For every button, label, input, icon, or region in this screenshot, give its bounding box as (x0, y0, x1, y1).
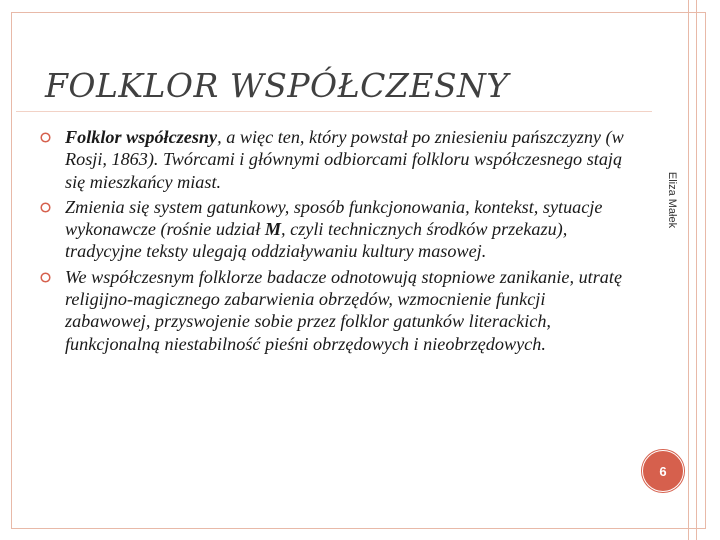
title-divider (16, 111, 652, 112)
page-number: 6 (659, 463, 667, 479)
bullet-2-text-pre: Zmienia się system gatunkowy, sposób funkcjonowania, kontekst, sytuacje wykonawcze (rośnie udział (65, 196, 603, 240)
slide-title: FOLKLOR WSPÓŁCZESNY (45, 66, 509, 105)
bullet-2-text-post: , czyli technicznych środków przekazu), tradycyjne teksty ulegają oddziaływaniu kultury masowej. (65, 219, 568, 262)
decorative-line-left (688, 0, 689, 540)
author-label (664, 145, 680, 255)
bullet-icon (40, 132, 51, 143)
author-text: Eliza Małek (666, 171, 678, 229)
bullet-icon (40, 202, 51, 213)
bullet-item-1 (40, 126, 625, 193)
bullet-1-text: , a więc ten, który powstał po zniesieniu pańszczyzny (w Rosji, 1863). Twórcami i głównymi odbiorcami folkloru współczesnego stają się mieszkańcy miast. (65, 127, 624, 192)
page-number-badge (642, 450, 684, 492)
decorative-line-right (696, 0, 697, 540)
bullet-list (40, 126, 625, 355)
bullet-2-bold: M (264, 219, 282, 240)
bullet-3-text: We współczesnym folklorze badacze odnotowują stopniowe zanikanie, utratę religijno-magicznego zabarwienia obrzędów, wzmocnienie funkcji zabawowej, przyswojenie sobie przez folklor gatunków literackich, funkcjonalną niestabilność pieśni obrzędowych i nieobrzędowych. (65, 266, 623, 354)
bullet-1-bold: Folklor współczesny (65, 127, 218, 147)
bullet-item-3 (40, 266, 625, 355)
bullet-icon (40, 272, 51, 283)
bullet-item-2 (40, 196, 625, 263)
